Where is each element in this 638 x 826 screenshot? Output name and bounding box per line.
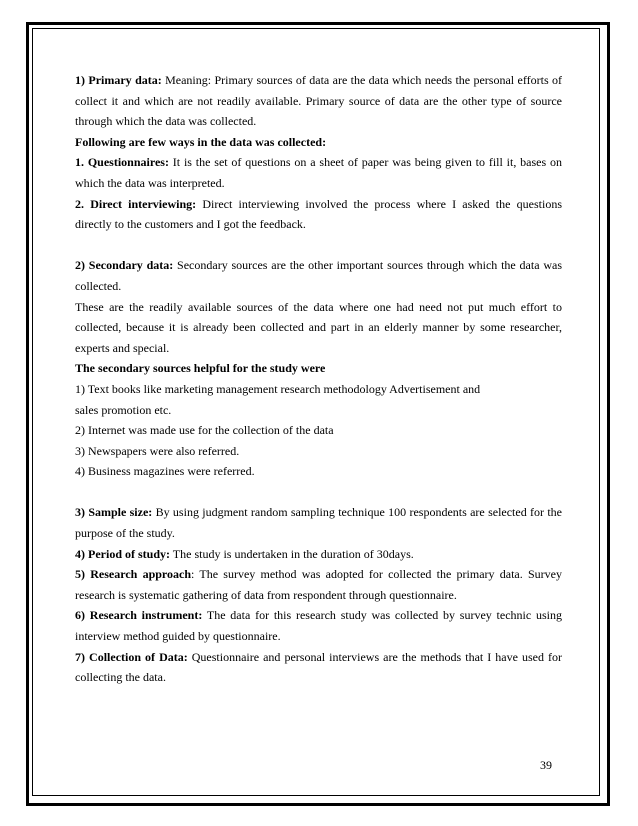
secondary-data-label: 2) Secondary data:	[75, 258, 174, 273]
spacer	[75, 235, 562, 256]
secondary-data-paragraph	[75, 255, 562, 296]
page-content	[75, 70, 562, 688]
period-paragraph	[75, 544, 562, 565]
sample-size-label: 3) Sample size:	[75, 505, 153, 520]
primary-data-text: Meaning: Primary sources of data are the data which needs the personal efforts of collect it and which are not readily available. Primary source of data are the other type of source through which the data was collected.	[75, 73, 562, 129]
period-text: The study is undertaken in the duration of 30days.	[170, 546, 414, 561]
instrument-label: 6) Research instrument:	[75, 608, 203, 623]
sources-heading: The secondary sources helpful for the study were	[75, 361, 326, 376]
collection-label: 7) Collection of Data:	[75, 649, 188, 664]
interviewing-text: Direct interviewing involved the process where I asked the questions directly to the customers and I got the feedback.	[75, 196, 562, 232]
approach-paragraph	[75, 564, 562, 605]
primary-data-label: 1) Primary data:	[75, 73, 162, 87]
sample-size-paragraph	[75, 502, 562, 543]
collection-paragraph	[75, 647, 562, 688]
secondary-sources-description: These are the readily available sources of the data where one had need not put much effort to collected, because it is already been collected and part in an elderly manner by some researcher, experts and special.	[75, 299, 562, 355]
page-number: 39	[540, 758, 552, 772]
approach-label: 5) Research approach	[75, 567, 192, 582]
instrument-paragraph	[75, 605, 562, 646]
instrument-text: The data for this research study was collected by survey technic using interview method guided by questionnaire.	[75, 608, 562, 644]
questionnaires-text: It is the set of questions on a sheet of paper was being given to fill it, bases on which the data was interpreted.	[75, 155, 562, 190]
source-item: 1) Text books like marketing management research methodology Advertisement and sales promotion etc.	[75, 381, 481, 417]
ways-heading: Following are few ways in the data was collected:	[75, 134, 327, 149]
source-item: 2) Internet was made use for the collection of the data	[75, 423, 334, 438]
questionnaires-paragraph	[75, 152, 562, 193]
collection-text: Questionnaire and personal interviews are the methods that I have used for collecting the data.	[75, 649, 562, 685]
spacer	[75, 482, 562, 503]
primary-data-paragraph	[75, 70, 562, 132]
source-item: 4) Business magazines were referred.	[75, 464, 255, 479]
period-label: 4) Period of study:	[75, 546, 170, 561]
sample-size-text: By using judgment random sampling technique 100 respondents are selected for the purpose of the study.	[75, 505, 563, 541]
source-item: 3) Newspapers were also referred.	[75, 443, 240, 458]
secondary-data-text: Secondary sources are the other important sources through which the data was collected.	[75, 258, 562, 293]
questionnaires-label: 1. Questionnaires:	[75, 155, 169, 170]
interviewing-label: 2. Direct interviewing:	[75, 196, 197, 211]
interviewing-paragraph	[75, 194, 562, 235]
approach-text: : The survey method was adopted for collected the primary data. Survey research is systematic gathering of data from respondent through questionnaire.	[75, 567, 562, 602]
